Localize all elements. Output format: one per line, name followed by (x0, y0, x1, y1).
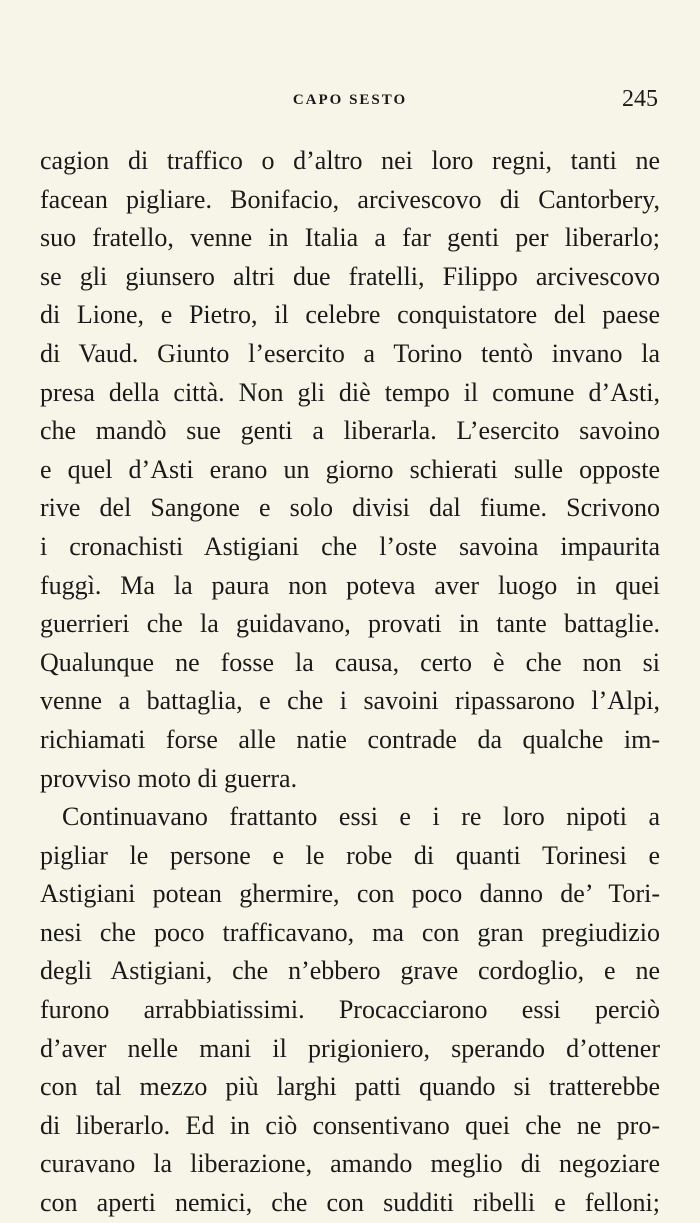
text-line: che mandò sue genti a liberarla. L’esercito savoino (40, 416, 660, 446)
text-line: rive del Sangone e solo divisi dal fiume. Scrivono (40, 493, 660, 523)
text-line: se gli giunsero altri due fratelli, Filippo arcivescovo (40, 261, 660, 291)
text-line: guerrieri che la guidavano, provati in tante battaglie. (40, 609, 660, 639)
text-line: Qualunque ne fosse la causa, certo è che non si (40, 647, 660, 677)
text-line: pigliar le persone e le robe di quanti Torinesi e (40, 840, 660, 870)
text-line: con tal mezzo più larghi patti quando si tratterebbe (40, 1072, 660, 1102)
text-line: Astigiani potean ghermire, con poco danno de’ Tori- (40, 879, 660, 909)
text-line: di liberarlo. Ed in ciò consentivano quei che ne pro- (40, 1110, 660, 1140)
text-line: d’aver nelle mani il prigioniero, sperando d’ottener (40, 1033, 660, 1063)
text-line: suo fratello, venne in Italia a far genti per liberarlo; (40, 223, 660, 253)
text-line: presa della città. Non gli diè tempo il comune d’Asti, (40, 377, 660, 407)
text-line: richiamati forse alle natie contrade da qualche im- (40, 724, 660, 754)
text-line: nesi che poco trafficavano, ma con gran pregiudizio (40, 917, 660, 947)
text-line: facean pigliare. Bonifacio, arcivescovo di Cantorbery, (40, 184, 660, 214)
text-line: di Vaud. Giunto l’esercito a Torino tentò invano la (40, 338, 660, 368)
text-line: degli Astigiani, che n’ebbero grave cordoglio, e ne (40, 956, 660, 986)
paragraph-start-line: Continuavano frattanto essi e i re loro nipoti a (62, 802, 660, 832)
chapter-title: CAPO SESTO (292, 92, 408, 108)
text-line: curavano la liberazione, amando meglio di negoziare (40, 1149, 660, 1179)
text-line: furono arrabbiatissimi. Procacciarono essi perciò (40, 995, 660, 1025)
page-number: 245 (622, 86, 658, 112)
running-header (40, 86, 660, 116)
body-text (40, 142, 660, 1223)
text-line: fuggì. Ma la paura non poteva aver luogo in quei (40, 570, 660, 600)
text-line: e quel d’Asti erano un giorno schierati sulle opposte (40, 454, 660, 484)
text-line: con aperti nemici, che con sudditi ribelli e felloni; (40, 1188, 660, 1218)
text-line: venne a battaglia, e che i savoini ripassarono l’Alpi, (40, 686, 660, 716)
text-line: i cronachisti Astigiani che l’oste savoina impaurita (40, 531, 660, 561)
text-line: di Lione, e Pietro, il celebre conquistatore del paese (40, 300, 660, 330)
text-line: cagion di traffico o d’altro nei loro regni, tanti ne (40, 146, 660, 175)
paragraph-end-line: provviso moto di guerra. (40, 763, 298, 793)
